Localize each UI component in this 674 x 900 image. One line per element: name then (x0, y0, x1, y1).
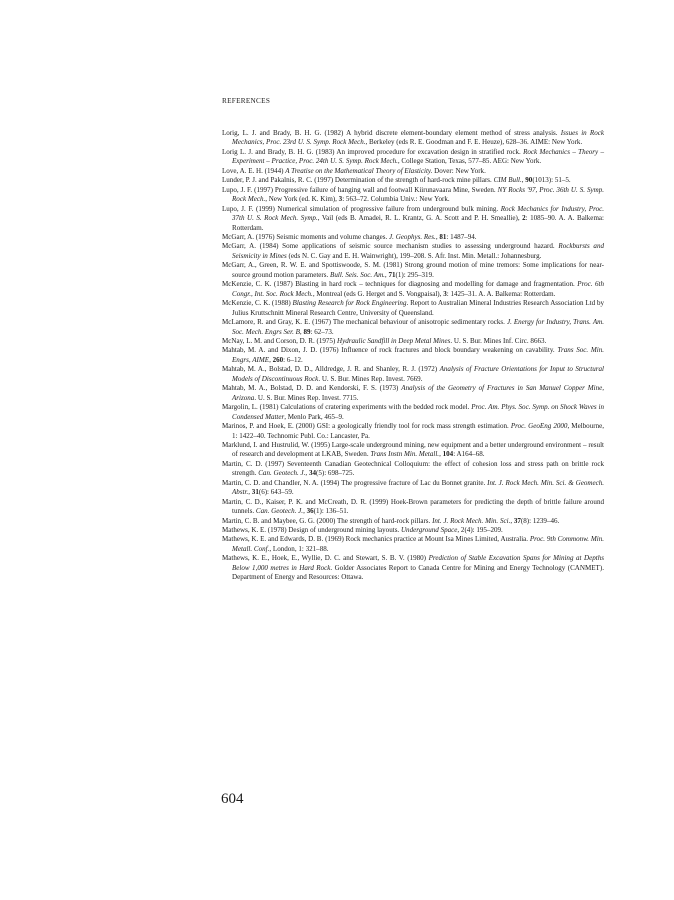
reference-text: NY Rocks '97, Proc. 36th U. S. Symp. Rock Mech. (232, 185, 604, 204)
reference-text: Lupo, J. F. (1997) Progressive failure of hanging wall and footwall Kiirunavaara Mine, Sweden. (222, 185, 498, 194)
reference-text: (6): 643–59. (258, 488, 294, 497)
reference-text: Issues in Rock Mechanics, Proc. 23rd U. S. Symp. Rock Mech. (232, 129, 604, 147)
reference-text: J. Geophys. Res. (389, 232, 436, 241)
reference-text: , (439, 450, 443, 459)
reference-text: 71 (388, 270, 396, 279)
reference-text: 81 (439, 232, 447, 241)
reference-text: Marklund, I. and Hustrulid, W. (1995) Large-scale underground mining, new equipment and a better underground environment – result of research and development at LKAB, Sweden. (222, 440, 604, 459)
reference-entry (222, 242, 604, 261)
reference-text: Love, A. E. H. (1944) (222, 166, 286, 175)
reference-list (222, 129, 604, 583)
reference-text: Mahtab, M. A., Bolstad, D. D. and Kendorski, F. S. (1973) (222, 384, 402, 393)
reference-entry (222, 346, 604, 365)
reference-text: Proc. 6th Congr., Int. Soc. Rock Mech. (232, 280, 604, 298)
reference-text: , (248, 488, 252, 497)
reference-entry (222, 365, 604, 384)
reference-text: : 62–73. (310, 327, 334, 336)
reference-entry (222, 460, 604, 479)
reference-entry (222, 479, 604, 498)
reference-entry (222, 337, 604, 346)
reference-entry (222, 535, 604, 554)
reference-text: , (305, 469, 309, 478)
reference-text: 2 (522, 214, 526, 223)
reference-text: A Treatise on the Mathematical Theory of Elasticity. (285, 166, 433, 175)
reference-text: McNay, L. M. and Corson, D. R. (1975) (222, 336, 338, 345)
reference-text: : 1085–90. A. A. Balkema: Rotterdam. (232, 214, 605, 232)
reference-text: 90 (525, 176, 533, 185)
reference-text: , Menlo Park, 465–9. (284, 412, 344, 421)
reference-text: Bull. Seis. Soc. Am. (330, 270, 385, 279)
reference-text: (5): 698–725. (315, 469, 355, 478)
reference-text: Hydraulic Sandfill in Deep Metal Mines (337, 336, 451, 345)
reference-text: , (435, 232, 440, 241)
reference-text: (eds N. C. Gay and E. H. Wainwright), 199–208. S. Afr. Inst. Min. Metall.: Johannesburg. (286, 251, 542, 260)
reference-text: Rockbursts and Seismicity in Mines (232, 242, 604, 260)
reference-text: McKenzie, C. K. (1987) Blasting in hard rock – techniques for diagnosing and modelling for damage and fragmentation. (222, 280, 578, 289)
reference-text: , (510, 516, 514, 525)
reference-entry (222, 554, 604, 582)
reference-text: . Golder Associates Report to Canada Centre for Mining and Energy Technology (CANMET). Department of Energy and Resources: Ottawa. (232, 563, 604, 582)
reference-entry (222, 205, 604, 233)
reference-text: , London, 1: 321–88. (269, 544, 329, 553)
reference-entry (222, 167, 604, 176)
reference-text: (8): 1239–46. (520, 516, 560, 525)
reference-text: , (303, 507, 307, 516)
reference-text: 260 (272, 355, 284, 364)
reference-entry (222, 176, 604, 185)
reference-text: : A164–68. (453, 450, 485, 459)
reference-text: 89 (303, 327, 311, 336)
reference-text: 36 (306, 507, 314, 516)
reference-text: , Montreal (eds G. Herget and S. Vongpaisal), (312, 289, 444, 298)
reference-text: , Vail (eds B. Amadei, R. L. Krantz, G. A. Scott and P. H. Smeallie), (317, 214, 523, 223)
reference-text: Mathews, K. E. (1978) Design of underground mining layouts. (222, 526, 401, 535)
reference-text: Lorig L. J. and Brady, B. H. G. (1983) An improved procedure for excavation design in stratified rock. (222, 147, 524, 156)
reference-text: Can. Geotech. J. (255, 507, 304, 516)
reference-text: McKenzie, C. K. (1988) (222, 299, 293, 308)
reference-text: Martin, C. D., Kaiser, P. K. and McCreath, D. R. (1999) Hoek-Brown parameters for predicting the depth of brittle failure around tunnels. (222, 497, 604, 516)
reference-text: Blasting Research for Rock Engineering (292, 299, 407, 308)
reference-text: Lupo, J. F. (1999) Numerical simulation of progressive failure from underground bulk mining. (222, 204, 501, 213)
reference-text: 31 (251, 488, 259, 497)
reference-text: Int. J. Rock Mech. Min. Sci. & Geomech. Abstr. (232, 478, 604, 497)
reference-text: 37 (513, 516, 521, 525)
reference-text: , (269, 355, 273, 364)
reference-text: . U. S. Bur. Mines Inf. Circ. 8663. (450, 336, 547, 345)
reference-text: Trans Soc. Min. Engrs, AIME (232, 346, 604, 364)
reference-text: , (299, 327, 304, 336)
reference-text: McGarr, A. (1984) Some applications of seismic source mechanism studies to assessing underground hazard. (222, 242, 559, 251)
reference-text: CIM Bull. (493, 176, 522, 185)
reference-text: Martin, C. B. and Maybee, G. G. (2000) The strength of hard-rock pillars. (222, 516, 433, 525)
reference-text: , New York (ed. K. Kim), (265, 195, 339, 204)
reference-text: McLamore, R. and Gray, K. E. (1967) The mechanical behaviour of anisotropic sedimentary rocks. (222, 318, 507, 327)
reference-text: . U. S. Bur. Mines Rep. Invest. 7669. (318, 374, 423, 383)
reference-text: . Report to Australian Mineral Industries Research Association Ltd by Julius Kruttschnitt Mineral Research Centre, University of Queensland. (232, 299, 604, 317)
reference-entry (222, 422, 604, 441)
reference-text: Proc. GeoEng 2000 (510, 422, 568, 431)
reference-entry (222, 280, 604, 299)
reference-text: , 2(4): 195–209. (457, 526, 503, 535)
reference-text: McGarr, A. (1976) Seismic moments and volume changes. (222, 232, 390, 241)
reference-text: Margolin, L. (1981) Calculations of cratering experiments with the bedded rock model. (222, 403, 472, 412)
reference-text: Mathews, K. E. and Edwards, D. B. (1969) Rock mechanics practice at Mount Isa Mines Limited, Australia. (222, 535, 530, 544)
reference-text: Can. Geotech. J. (258, 469, 306, 478)
reference-text: Mahtab, M. A., Bolstad, D. D., Alldredge, J. R. and Shanley, R. J. (1972) (222, 365, 440, 374)
reference-text: Trans Instn Min. Metall. (370, 450, 440, 459)
reference-text: Analysis of the Geometry of Fractures in San Manuel Copper Mine, Arizona (232, 384, 605, 402)
reference-text: , College Station, Texas, 577–85. AEG: New York. (397, 157, 542, 166)
reference-entry (222, 526, 604, 535)
reference-text: 3 (338, 195, 343, 204)
reference-text: 104 (442, 450, 454, 459)
reference-text: Proc. 9th Commonw. Min. Metall. Conf. (232, 535, 604, 553)
reference-text: Analysis of Fracture Orientations for Input to Structural Models of Discontinuous Rock (232, 365, 604, 383)
reference-text: (1): 295–319. (395, 270, 434, 279)
reference-text: J. Energy for Industry, Trans. Am. Soc. Mech. Engrs Ser. B (232, 318, 604, 336)
reference-entry (222, 384, 604, 403)
reference-text: Underground Space (400, 526, 458, 535)
reference-text: 3 (443, 289, 447, 298)
reference-entry (222, 403, 604, 422)
reference-text: (1): 136–51. (313, 507, 349, 516)
reference-text: , Melbourne, 1: 1422–40. Technomic Publ. Co.: Lancaster, Pa. (232, 422, 604, 440)
reference-text: : 563–72. Columbia Univ.: New York. (342, 195, 450, 204)
reference-text: Lorig, L. J. and Brady, B. H. G. (1982) A hybrid discrete element-boundary element method of stress analysis. (222, 129, 561, 137)
reference-text: Martin, C. D. and Chandler, N. A. (1994) The progressive fracture of Lac du Bonnet granite. (222, 478, 488, 487)
reference-text: 34 (308, 469, 316, 478)
reference-text: : 1487–94. (446, 232, 477, 241)
reference-text: Rock Mechanics – Theory – Experiment – Practice, Proc. 24th U. S. Symp. Rock Mech. (232, 147, 604, 166)
reference-text: , Berkeley (eds R. E. Goodman and F. E. Heuze), 628–36. AIME: New York. (365, 138, 583, 147)
running-head: REFERENCES (222, 97, 271, 105)
reference-entry (222, 261, 604, 280)
reference-entry (222, 186, 604, 205)
reference-text: McGarr, A., Green, R. W. E. and Spottiswoode, S. M. (1981) Strong ground motion of mine tremors: Some implications for near-source ground motion parameters. (222, 261, 604, 279)
reference-entry (222, 441, 604, 460)
reference-text: : 6–12. (283, 355, 303, 364)
reference-text: Marinos, P. and Hoek, E. (2000) GSI: a geologically friendly tool for rock mass strength estimation. (222, 422, 511, 431)
reference-text: Rock Mechanics for Industry, Proc. 37th U. S. Rock Mech. Symp. (232, 204, 604, 223)
reference-text: : 1425–31. A. A. Balkema: Rotterdam. (446, 289, 556, 298)
reference-text: . U. S. Bur. Mines Rep. Invest. 7715. (254, 393, 359, 402)
reference-text: Lunder, P. J. and Pakalnis, R. C. (1997) Determination of the strength of hard-rock mine pillars. (222, 176, 494, 185)
reference-entry (222, 318, 604, 337)
reference-text: Martin, C. D. (1997) Seventeenth Canadian Geotechnical Colloquium: the effect of cohesion loss and stress path on brittle rock strength. (222, 459, 604, 478)
reference-text: Prediction of Stable Excavation Spans for Mining at Depths Below 1,000 metres in Hard Rock (232, 554, 604, 572)
reference-text: (1013): 51–5. (532, 176, 571, 185)
reference-text: Dover: New York. (432, 166, 486, 175)
page-number: 604 (221, 791, 244, 807)
reference-entry (222, 129, 604, 148)
reference-text: , (384, 270, 389, 279)
reference-entry (222, 148, 604, 167)
reference-text: , (521, 176, 526, 185)
reference-text: Mathews, K. E., Hoek, E., Wyllie, D. C. and Stewart, S. B. V. (1980) (222, 554, 429, 563)
reference-entry (222, 498, 604, 517)
reference-text: Int. J. Rock Mech. Min. Sci. (432, 516, 511, 525)
reference-text: Proc. Am. Phys. Soc. Symp. on Shock Waves in Condensed Matter (232, 403, 604, 421)
reference-entry (222, 517, 604, 526)
reference-text: Mahtab, M. A. and Dixon, J. D. (1976) Influence of rock fractures and block boundary weakening on cavability. (222, 346, 558, 355)
reference-entry (222, 299, 604, 318)
reference-entry (222, 233, 604, 242)
